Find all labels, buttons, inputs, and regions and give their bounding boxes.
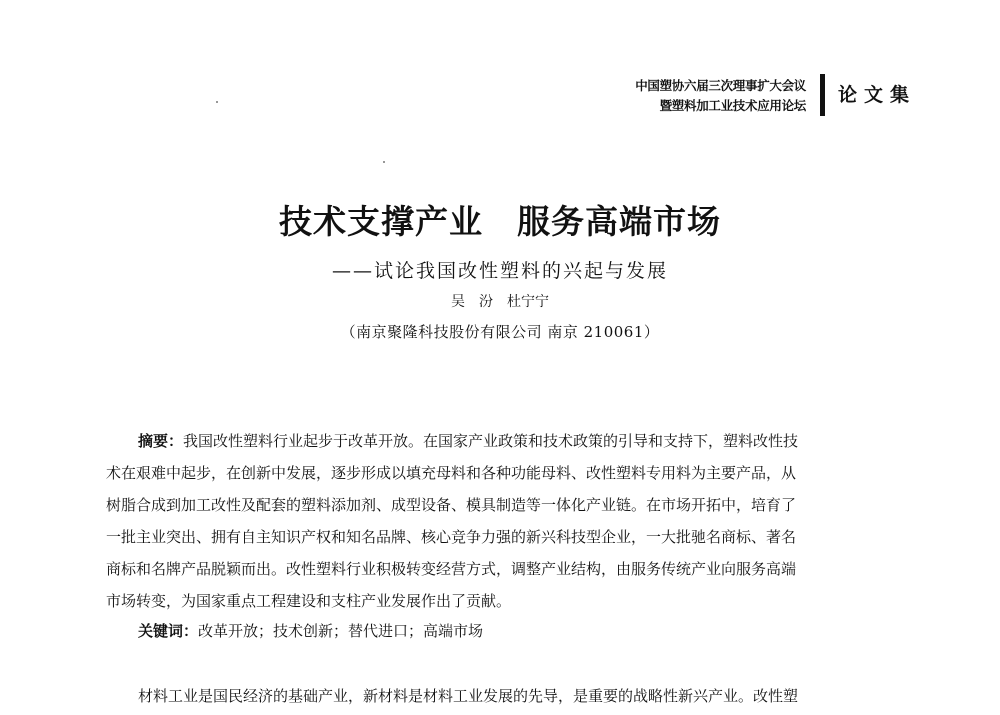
abstract xyxy=(106,425,912,617)
abstract-line-3: 树脂合成到加工改性及配套的塑料添加剂、成型设备、模具制造等一体化产业链。在市场开拓中，培育了 xyxy=(106,496,797,514)
collection-label: 论文集 xyxy=(838,84,917,106)
conference-line-2: 暨塑料加工业技术应用论坛 xyxy=(659,98,806,113)
abstract-line-1 xyxy=(106,425,912,457)
conference-line-1: 中国塑协六届三次理事扩大会议 xyxy=(635,78,806,93)
keywords xyxy=(138,620,912,641)
scan-speck xyxy=(383,161,385,163)
abstract-line-6: 市场转变，为国家重点工程建设和支柱产业发展作出了贡献。 xyxy=(106,592,512,610)
body-paragraph-start: 材料工业是国民经济的基础产业，新材料是材料工业发展的先导，是重要的战略性新兴产业。改性塑 xyxy=(138,687,799,705)
scan-speck xyxy=(216,101,218,103)
conference-name xyxy=(635,76,806,116)
abstract-line-4: 一批主业突出、拥有自主知识产权和知名品牌、核心竞争力强的新兴科技型企业，一大批驰名商标、著名 xyxy=(106,528,797,546)
paper-subtitle: ——试论我国改性塑料的兴起与发展 xyxy=(331,260,668,282)
header-divider xyxy=(820,74,825,116)
abstract-line-2: 术在艰难中起步，在创新中发展，逐步形成以填充母料和各种功能母料、改性塑料专用料为主要产品，从 xyxy=(106,464,797,482)
abstract-text-1: 我国改性塑料行业起步于改革开放。在国家产业政策和技术政策的引导和支持下，塑料改性技 xyxy=(183,432,799,450)
paper-authors: 吴 汾 杜宁宁 xyxy=(451,294,549,310)
paper-title: 技术支撑产业 服务高端市场 xyxy=(279,202,721,241)
abstract-line-5: 商标和名牌产品脱颖而出。改性塑料行业积极转变经营方式，调整产业结构，由服务传统产业向服务高端 xyxy=(106,560,797,578)
keywords-text: 改革开放；技术创新；替代进口；高端市场 xyxy=(198,622,484,640)
keywords-label: 关键词： xyxy=(138,622,199,640)
abstract-label: 摘要： xyxy=(138,432,184,450)
author-affiliation: （南京聚隆科技股份有限公司 南京 210061） xyxy=(340,323,660,341)
running-header xyxy=(580,70,920,118)
